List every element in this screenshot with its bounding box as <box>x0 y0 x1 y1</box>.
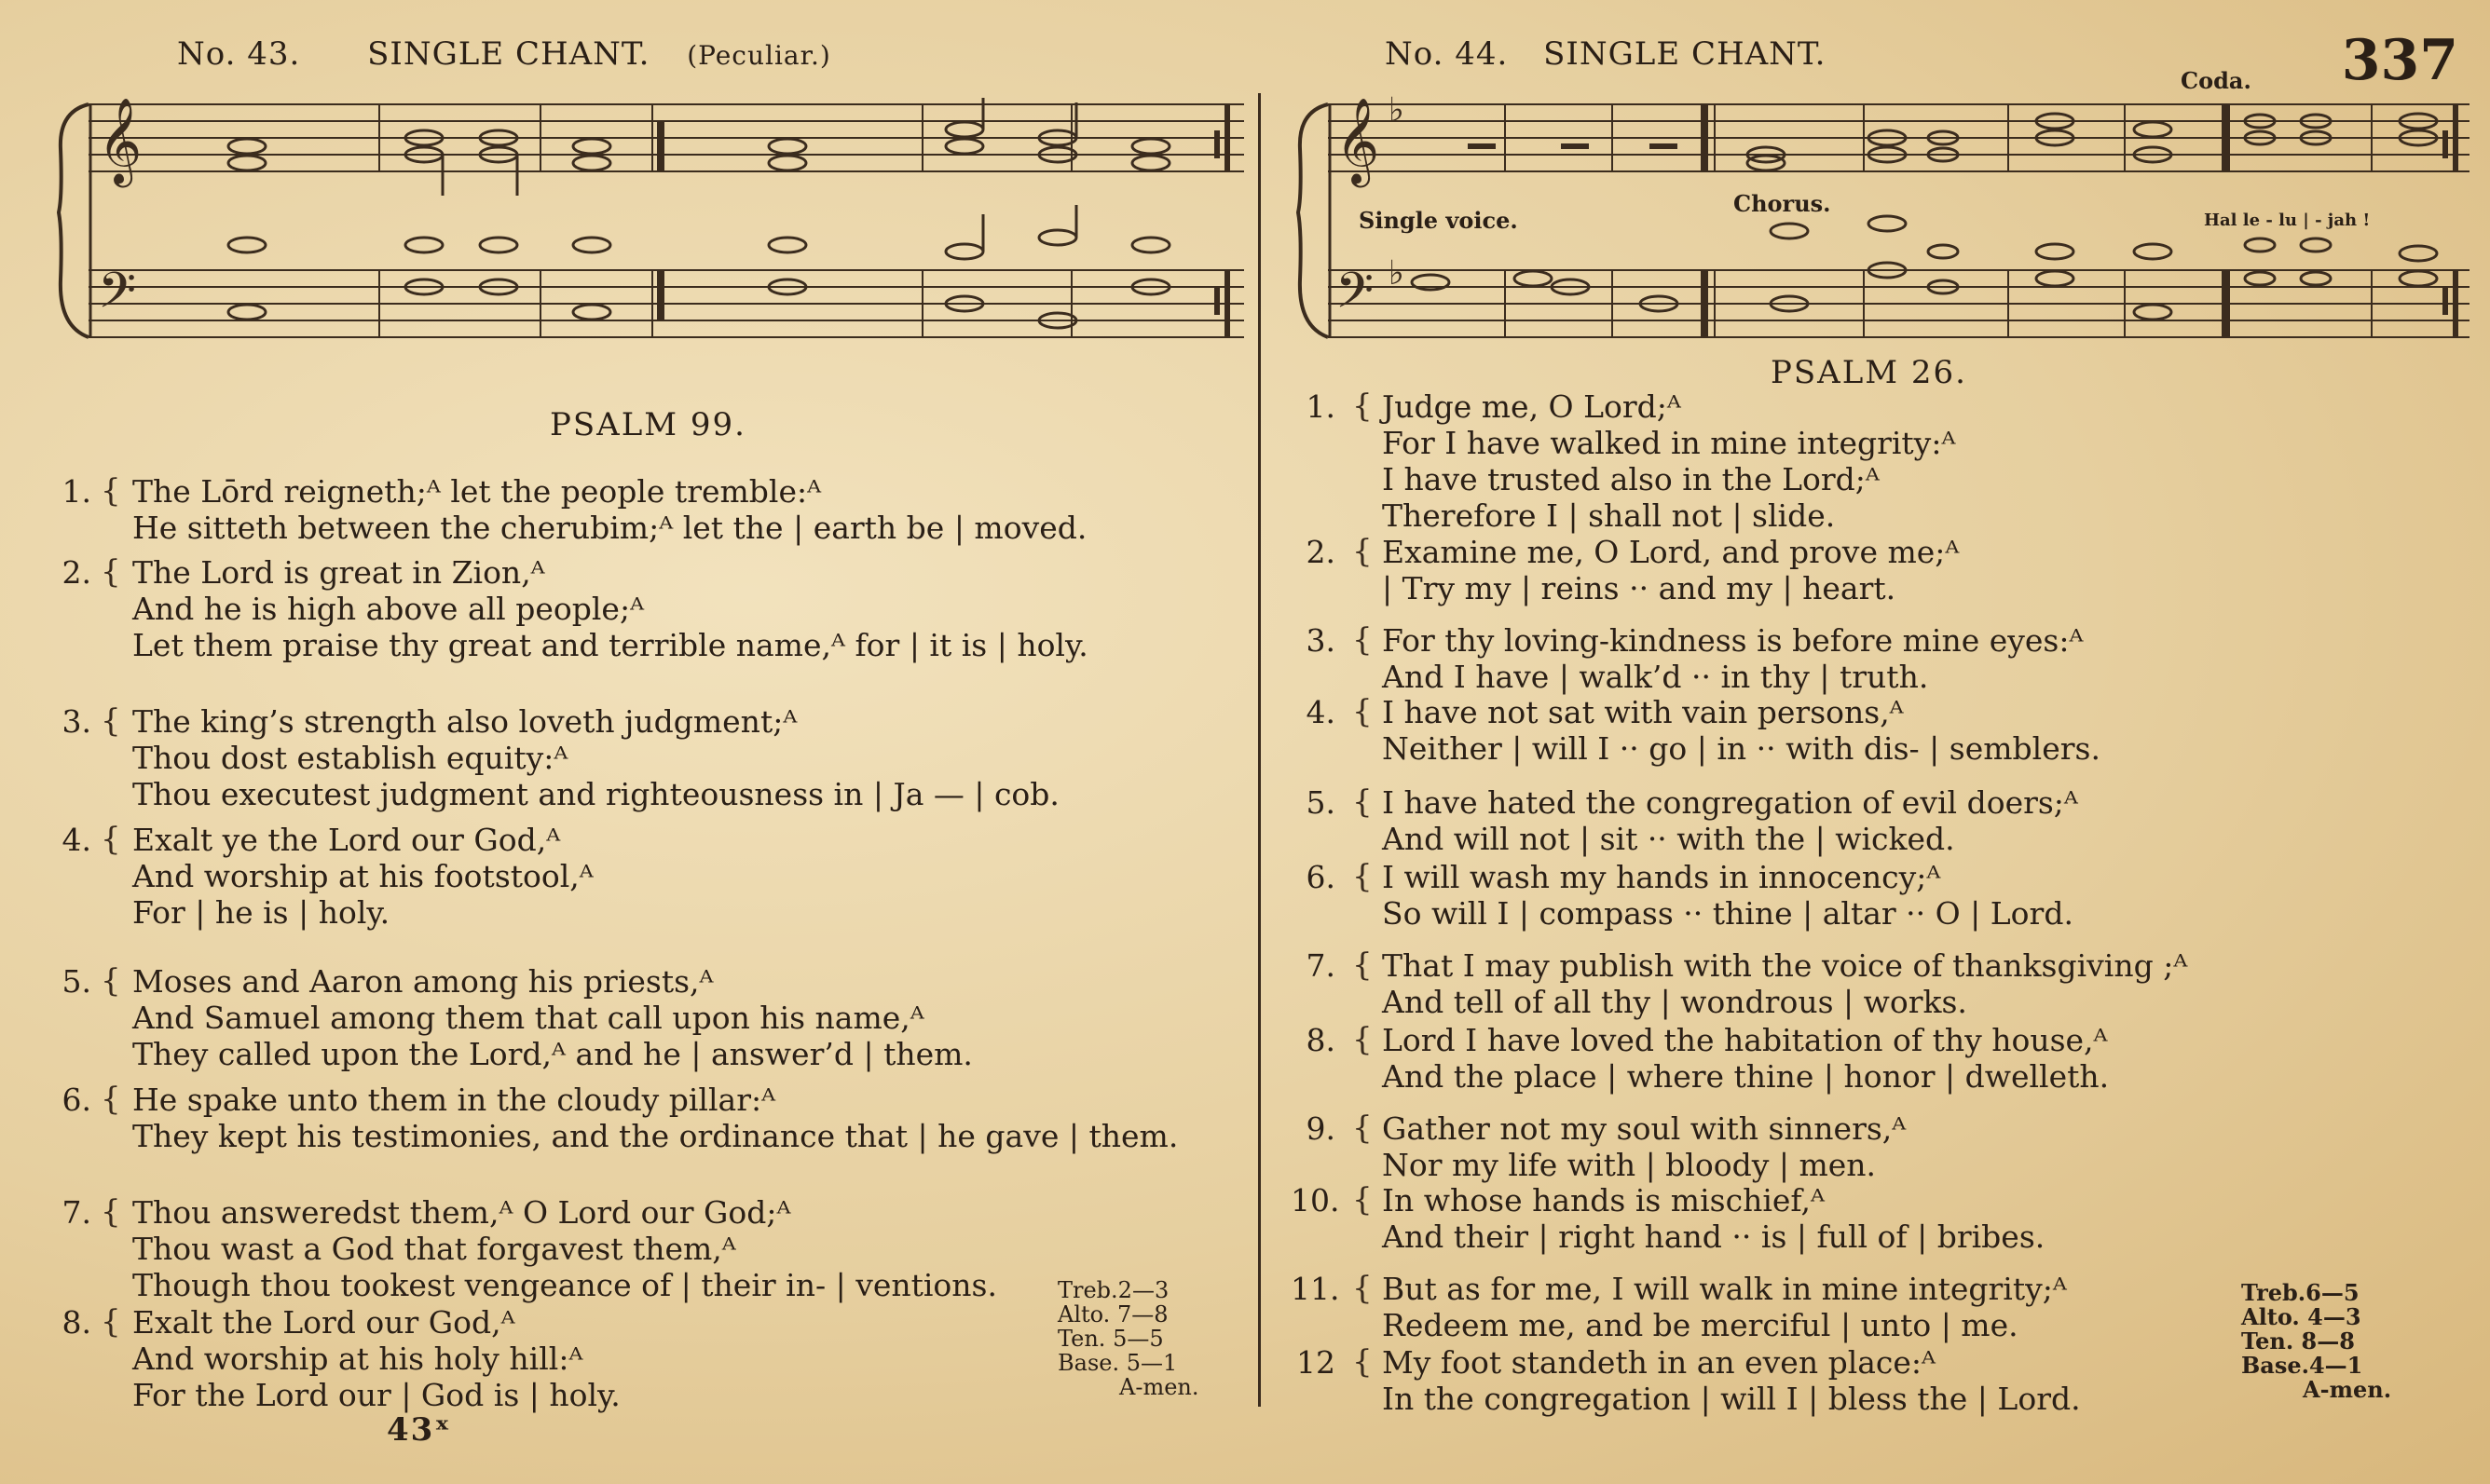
verse-line: The Lōrd reigneth;ᴬ let the people tremble:ᴬ <box>132 473 822 510</box>
verse-line: Thou wast a God that forgavest them,ᴬ <box>132 1231 736 1267</box>
verse-line: And will not | sit ·· with the | wicked. <box>1382 821 1955 857</box>
amen-bass: Base.4—1 <box>2241 1352 2363 1379</box>
brace-icon: { <box>101 962 121 1000</box>
amen-treble: Treb.6—5 <box>2241 1279 2360 1306</box>
left-music-staff <box>51 93 1253 354</box>
brace-icon: { <box>1352 1270 1373 1307</box>
chant-number: No. 44. <box>1385 35 1509 73</box>
verse-line: He sitteth between the cherubim;ᴬ let the | earth be | moved. <box>132 510 1088 546</box>
chant-number: No. 43. <box>177 35 301 73</box>
verse-number: 5. <box>62 963 91 1000</box>
svg-text:𝄢: 𝄢 <box>98 263 137 332</box>
verse-line: Nor my life with | bloody | men. <box>1382 1147 1877 1183</box>
verse-line: I have trusted also in the Lord;ᴬ <box>1382 461 1880 497</box>
verse-number: 7. <box>1306 947 1335 984</box>
verse-number: 12 <box>1296 1344 1335 1381</box>
verse-line: Therefore I | shall not | slide. <box>1382 497 1836 534</box>
left-chant-header <box>177 35 831 73</box>
right-chant-header <box>1385 35 1826 73</box>
verse-line: Exalt the Lord our God,ᴬ <box>132 1304 515 1341</box>
verse-line: And I have | walk’d ·· in thy | truth. <box>1382 659 1929 695</box>
column-divider <box>1258 93 1261 1407</box>
left-psalm-title: PSALM 99. <box>550 406 746 443</box>
right-psalm-title: PSALM 26. <box>1771 354 1967 391</box>
verse-line: Thou executest judgment and righteousness in | Ja — | cob. <box>132 776 1060 812</box>
verse-line: | Try my | reins ·· and my | heart. <box>1382 570 1896 606</box>
verse-line: Exalt ye the Lord our God,ᴬ <box>132 822 561 858</box>
amen-treble: Treb.2—3 <box>1058 1277 1170 1303</box>
amen-tenor: Ten. 8—8 <box>2241 1327 2355 1355</box>
verse-line: And worship at his footstool,ᴬ <box>132 858 594 894</box>
brace-icon: { <box>101 553 121 591</box>
verse-line: The king’s strength also loveth judgment;ᴬ <box>132 703 798 740</box>
brace-icon: { <box>1352 946 1373 984</box>
verse-line: And worship at his holy hill:ᴬ <box>132 1341 583 1377</box>
svg-text:𝄞: 𝄞 <box>98 97 143 184</box>
verse-line: Examine me, O Lord, and prove me;ᴬ <box>1382 534 1960 570</box>
verse-line: For I have walked in mine integrity:ᴬ <box>1382 425 1956 461</box>
verse-line: He spake unto them in the cloudy pillar:ᴬ <box>132 1082 776 1118</box>
svg-text:𝄢: 𝄢 <box>1335 263 1375 332</box>
verse-line: For the Lord our | God is | holy. <box>132 1377 621 1413</box>
amen-tenor: Ten. 5—5 <box>1058 1326 1164 1352</box>
verse-line: Judge me, O Lord;ᴬ <box>1382 388 1681 425</box>
brace-icon: { <box>1352 693 1373 730</box>
brace-icon: { <box>1352 1110 1373 1147</box>
brace-icon: { <box>101 1193 121 1231</box>
verse-number: 3. <box>1306 622 1335 659</box>
amen-bass: Base. 5—1 <box>1058 1350 1178 1376</box>
brace-icon: { <box>101 702 121 740</box>
verse-line: For | he is | holy. <box>132 894 390 931</box>
verse-line: In whose hands is mischief,ᴬ <box>1382 1182 1825 1219</box>
verse-number: 6. <box>1306 859 1335 895</box>
verse-line: My foot standeth in an even place:ᴬ <box>1382 1344 1936 1381</box>
right-amen-table <box>2241 1281 2391 1402</box>
brace-icon: { <box>1352 533 1373 570</box>
brace-icon: { <box>1352 1181 1373 1219</box>
verse-line: Though thou tookest vengeance of | their in- | ventions. <box>132 1267 997 1303</box>
verse-number: 4. <box>1306 694 1335 730</box>
verse-line: Neither | will I ·· go | in ·· with dis- | semblers. <box>1382 730 2100 767</box>
verse-line: So will I | compass ·· thine | altar ·· O | Lord. <box>1382 895 2073 932</box>
brace-icon: { <box>101 472 121 510</box>
brace-icon: { <box>1352 783 1373 821</box>
verse-line: And their | right hand ·· is | full of | bribes. <box>1382 1219 2045 1255</box>
verse-number: 1. <box>62 473 91 510</box>
verse-number: 9. <box>1306 1110 1335 1147</box>
verse-line: Redeem me, and be merciful | unto | me. <box>1382 1307 2018 1343</box>
hallelujah-label: Hal le - lu | - jah ! <box>2204 211 2371 230</box>
verse-line: For thy loving-kindness is before mine eyes:ᴬ <box>1382 622 2084 659</box>
verse-line: Moses and Aaron among his priests,ᴬ <box>132 963 714 1000</box>
verse-line: Lord I have loved the habitation of thy house,ᴬ <box>1382 1022 2108 1058</box>
verse-number: 8. <box>1306 1022 1335 1058</box>
svg-text:♭: ♭ <box>1389 93 1404 129</box>
brace-icon: { <box>1352 388 1373 425</box>
single-voice-label: Single voice. <box>1359 207 1518 234</box>
verse-line: They kept his testimonies, and the ordinance that | he gave | them. <box>132 1118 1179 1154</box>
verse-line: They called upon the Lord,ᴬ and he | answer’d | them. <box>132 1036 973 1072</box>
chant-title: SINGLE CHANT. <box>367 35 650 73</box>
brace-icon: { <box>101 1081 121 1118</box>
verse-number: 1. <box>1306 388 1335 425</box>
verse-number: 2. <box>1306 534 1335 570</box>
svg-text:♭: ♭ <box>1389 254 1404 293</box>
verse-number: 3. <box>62 703 91 740</box>
brace-icon: { <box>1352 1343 1373 1381</box>
brace-icon: { <box>1352 858 1373 895</box>
verse-number: 7. <box>62 1194 91 1231</box>
verse-number: 2. <box>62 554 91 591</box>
verse-line: And the place | where thine | honor | dwelleth. <box>1382 1058 2110 1095</box>
verse-line: Thou dost establish equity:ᴬ <box>132 740 568 776</box>
brace-icon: { <box>1352 621 1373 659</box>
chorus-label: Chorus. <box>1733 190 1831 217</box>
verse-number: 8. <box>62 1304 91 1341</box>
amen-alto: Alto. 4—3 <box>2241 1303 2361 1330</box>
page-number: 337 <box>2341 28 2458 93</box>
verse-number: 4. <box>62 822 91 858</box>
verse-line: I will wash my hands in innocency;ᴬ <box>1382 859 1941 895</box>
svg-text:𝄞: 𝄞 <box>1335 97 1380 184</box>
verse-line: And Samuel among them that call upon his name,ᴬ <box>132 1000 924 1036</box>
amen-word: A-men. <box>1119 1374 1199 1400</box>
verse-number: 5. <box>1306 784 1335 821</box>
verse-line: But as for me, I will walk in mine integrity;ᴬ <box>1382 1271 2067 1307</box>
coda-label: Coda. <box>2181 67 2251 94</box>
chant-note: (Peculiar.) <box>687 40 831 71</box>
verse-number: 11. <box>1291 1271 1340 1307</box>
verse-number: 10. <box>1291 1182 1340 1219</box>
verse-line: That I may publish with the voice of thanksgiving ;ᴬ <box>1382 947 2188 984</box>
verse-line: I have hated the congregation of evil doers;ᴬ <box>1382 784 2078 821</box>
brace-icon: { <box>101 1303 121 1341</box>
printer-signature: 43ˣ <box>387 1411 452 1449</box>
verse-number: 6. <box>62 1082 91 1118</box>
verse-line: I have not sat with vain persons,ᴬ <box>1382 694 1904 730</box>
verse-line: The Lord is great in Zion,ᴬ <box>132 554 545 591</box>
brace-icon: { <box>1352 1021 1373 1058</box>
verse-line: And he is high above all people;ᴬ <box>132 591 645 627</box>
amen-alto: Alto. 7—8 <box>1058 1301 1169 1327</box>
verse-line: And tell of all thy | wondrous | works. <box>1382 984 1967 1020</box>
verse-line: Thou answeredst them,ᴬ O Lord our God;ᴬ <box>132 1194 791 1231</box>
brace-icon: { <box>101 821 121 858</box>
verse-line: Gather not my soul with sinners,ᴬ <box>1382 1110 1907 1147</box>
amen-word: A-men. <box>2303 1376 2392 1403</box>
left-amen-table <box>1058 1278 1199 1399</box>
verse-line: In the congregation | will I | bless the | Lord. <box>1382 1381 2081 1417</box>
chant-title: SINGLE CHANT. <box>1543 35 1826 73</box>
verse-line: Let them praise thy great and terrible name,ᴬ for | it is | holy. <box>132 627 1088 663</box>
